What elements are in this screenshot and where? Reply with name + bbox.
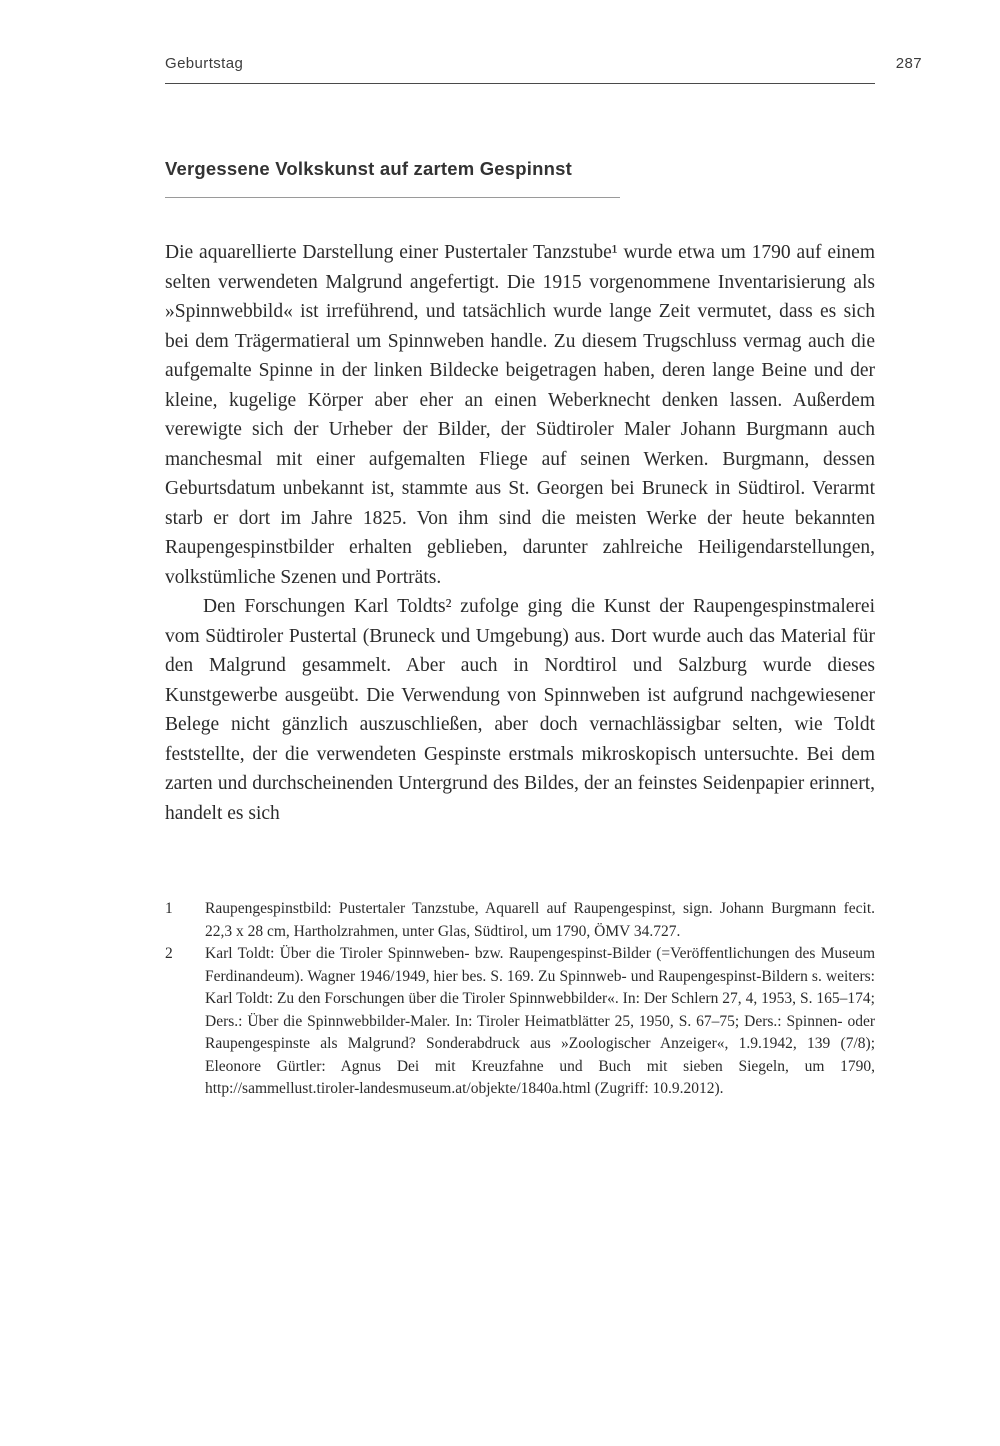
footnote-1-number: 1 bbox=[165, 900, 173, 917]
running-header-text: Geburtstag bbox=[165, 55, 244, 72]
section-title: Vergessene Volkskunst auf zartem Gespinnst bbox=[165, 158, 572, 179]
paragraph-1: Die aquarellierte Darstellung einer Pustertaler Tanzstube¹ wurde etwa um 1790 auf einem selten verwendeten Malgrund angefertigt. Die 1915 vorgenommene Inventarisierung als »Spinnwebbild« ist irreführend, und tatsächlich wurde lange Zeit vermutet, dass es sich bei dem Trägermatieral um Spinnweben handle. Zu diesem Trugschluss vermag auch die aufgemalte Spinne in der linken Bildecke beigetragen haben, deren lange Beine und der kleine, kugelige Körper aber eher an einen Weberknecht denken lassen. Außerdem verewigte sich der Urheber der Bilder, der Südtiroler Maler Johann Burgmann auch manchesmal mit einer aufgemalten Fliege auf seinen Werken. Burgmann, dessen Geburtsdatum unbekannt ist, stammte aus St. Georgen bei Bruneck in Südtirol. Verarmt starb er dort im Jahre 1825. Von ihm sind die meisten Werke der heute bekannten Raupengespinstbilder erhalten geblieben, darunter zahlreiche Heiligendarstellungen, volkstümliche Szenen und Porträts. bbox=[165, 242, 875, 588]
paragraph-2: Den Forschungen Karl Toldts² zufolge ging die Kunst der Raupengespinstmalerei vom Südtiroler Pustertal (Bruneck und Umgebung) aus. Dort wurde auch das Material für den Malgrund gesammelt. Aber auch in Nordtirol und Salzburg wurde dieses Kunstgewerbe ausgeübt. Die Verwendung von Spinnweben ist aufgrund nachgewiesener Belege nicht gänzlich auszuschließen, aber doch vernachlässigbar selten, wie Toldt feststellte, der die verwendeten Gespinste erstmals mikroskopisch untersuchte. Bei dem zarten und durchscheinenden Untergrund des Bildes, der an feinstes Seidenpapier erinnert, handelt es sich bbox=[165, 596, 875, 824]
footnotes-block bbox=[165, 898, 875, 1101]
title-rule bbox=[165, 197, 620, 198]
footnote-1 bbox=[165, 898, 875, 943]
header-rule bbox=[165, 83, 875, 84]
running-header-row bbox=[165, 55, 922, 72]
footnote-1-text: Raupengespinstbild: Pustertaler Tanzstube, Aquarell auf Raupengespinst, sign. Johann Burgmann fecit. 22,3 x 28 cm, Hartholzrahmen, unter Glas, Südtirol, um 1790, ÖMV 34.727. bbox=[205, 900, 875, 940]
footnote-2-text: Karl Toldt: Über die Tiroler Spinnweben- bzw. Raupengespinst-Bilder (=Veröffentlichungen des Museum Ferdinandeum). Wagner 1946/1949, hier bes. S. 169. Zu Spinnweb- und Raupengespinst-Bildern s. weiters: Karl Toldt: Zu den Forschungen über die Tiroler Spinnwebbilder«. In: Der Schlern 27, 4, 1953, S. 165–174; Ders.: Über die Spinnwebbilder-Maler. In: Tiroler Heimatblätter 25, 1950, S. 67–75; Ders.: Spinnen- oder Raupengespinste als Malgrund? Sonderabdruck aus »Zoologischer Anzeiger«, 1.9.1942, 139 (7/8); Eleonore Gürtler: Agnus Dei mit Kreuzfahne und Buch mit sieben Siegeln, um 1790, http://sammellust.tiroler-landesmuseum.at/objekte/1840a.html (Zugriff: 10.9.2012). bbox=[205, 945, 875, 1097]
body-text-block bbox=[165, 238, 875, 828]
footnote-2 bbox=[165, 943, 875, 1101]
page-number: 287 bbox=[895, 55, 922, 72]
footnote-2-number: 2 bbox=[165, 945, 173, 962]
